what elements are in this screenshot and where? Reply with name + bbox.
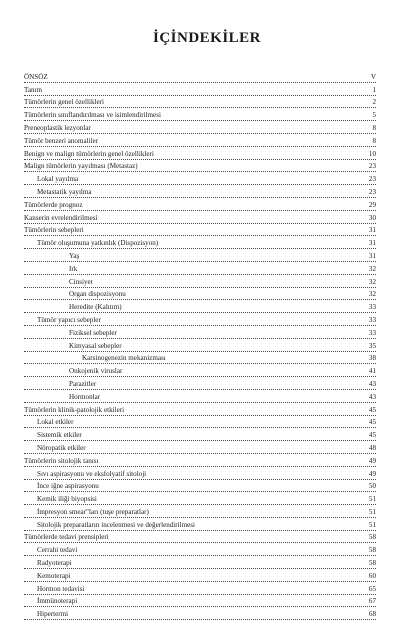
toc-entry-page: 43 (368, 392, 376, 401)
toc-entry-page: 67 (368, 597, 376, 606)
toc-entry-label: Tümörlerin klinik-patolojik etkileri (24, 405, 125, 414)
toc-entry (24, 300, 376, 313)
toc-entry-label: Cerrahi tedavi (37, 546, 78, 555)
toc-entry (24, 518, 376, 531)
toc-entry-page: 58 (368, 559, 376, 568)
toc-entry-label: Sıvı aspirasyonu ve eksfolyatif sitoloji (37, 469, 147, 478)
toc-entry-page: 29 (368, 200, 376, 209)
toc-entry (24, 428, 376, 441)
toc-entry-label: Organ dispozisyonu (69, 290, 126, 299)
toc-entry (24, 198, 376, 211)
toc-entry-label: Sitolojik preparatların incelenmesi ve değerlendirilmesi (37, 520, 195, 529)
toc-entry-page: 23 (368, 162, 376, 171)
toc-entry-page: 60 (368, 571, 376, 580)
toc-entry-page: 35 (368, 341, 376, 350)
toc-entry (24, 441, 376, 454)
toc-entry-label: ÖNSÖZ (24, 72, 48, 81)
toc-entry-page: 49 (368, 469, 376, 478)
toc-entry-page: 5 (372, 111, 376, 120)
toc-entry-page: 8 (372, 123, 376, 132)
toc-entry-page: 49 (368, 456, 376, 465)
toc-entry (24, 480, 376, 493)
toc-entry-page: 58 (368, 546, 376, 555)
toc-entry-page: 31 (368, 251, 376, 260)
toc-entry (24, 313, 376, 326)
toc-entry-page: 23 (368, 187, 376, 196)
toc-entry (24, 454, 376, 467)
toc-entry-label: Hipertermi (37, 610, 69, 619)
toc-entry-label: Tanım (24, 85, 43, 94)
toc-entry-label: İnce iğne aspirasyonu (37, 482, 99, 491)
toc-entry-label: Tümörlerde prognoz (24, 200, 83, 209)
toc-entry (24, 364, 376, 377)
toc-entry-label: Malign tümörlerin yayılması (Metastaz) (24, 162, 138, 171)
toc-entry-page: V (370, 72, 376, 81)
toc-entry-label: Kimyasal sebepler (69, 341, 122, 350)
toc-entry (24, 249, 376, 262)
toc-entry-label: Karsinogenezin mekanizması (82, 354, 166, 363)
toc-entry (24, 556, 376, 569)
toc-entry (24, 607, 376, 620)
toc-entry (24, 403, 376, 416)
toc-entry-label: İmmünoterapi (37, 597, 78, 606)
toc-entry (24, 416, 376, 429)
toc-entry (24, 326, 376, 339)
toc-entry (24, 160, 376, 173)
toc-entry-page: 23 (368, 175, 376, 184)
toc-entry-label: Yaş (69, 251, 80, 260)
toc-entry-page: 38 (368, 354, 376, 363)
toc-entry (24, 582, 376, 595)
toc-entry-label: Parazitler (69, 379, 97, 388)
toc-entry (24, 288, 376, 301)
toc-entry-label: Hormonlar (69, 392, 101, 401)
toc-entry-page: 65 (368, 584, 376, 593)
toc-entry (24, 70, 376, 83)
toc-entry-label: Irk (69, 264, 78, 273)
toc-entry (24, 492, 376, 505)
toc-entry-label: Kemoterapi (37, 571, 71, 580)
toc-entry (24, 172, 376, 185)
toc-entry-label: Tümör benzeri anomaliler (24, 136, 99, 145)
toc-entry-label: Tümörlerde tedavi prensipleri (24, 533, 109, 542)
toc-entry-label: Heredite (Kalıtım) (69, 303, 122, 312)
toc-entry-page: 45 (368, 418, 376, 427)
toc-entry-label: Cinsiyet (69, 277, 93, 286)
toc-entry-label: Lokal etkiler (37, 418, 74, 427)
toc-entry-page: 10 (368, 149, 376, 158)
toc-entry-label: Kanserin evrelendirilmesi (24, 213, 98, 222)
toc-entry (24, 352, 376, 365)
toc-entry-page: 58 (368, 533, 376, 542)
toc-entry-page: 8 (372, 136, 376, 145)
toc-entry-page: 33 (368, 328, 376, 337)
toc-entry-page: 45 (368, 431, 376, 440)
toc-entry-page: 1 (372, 85, 376, 94)
toc-entry (24, 377, 376, 390)
toc-entry-page: 41 (368, 367, 376, 376)
toc-entry-page: 45 (368, 405, 376, 414)
toc-entry (24, 569, 376, 582)
table-of-contents (24, 70, 376, 620)
toc-entry-label: Tümörlerin sebepleri (24, 226, 84, 235)
toc-entry (24, 505, 376, 518)
toc-entry-page: 32 (368, 264, 376, 273)
toc-entry (24, 121, 376, 134)
toc-entry-label: Radyoterapi (37, 559, 72, 568)
toc-entry (24, 339, 376, 352)
toc-entry-label: Tümörlerin sitolojik tanısı (24, 456, 99, 465)
toc-entry-page: 2 (372, 98, 376, 107)
toc-entry (24, 262, 376, 275)
toc-entry-label: Preneoplastik lezyonlar (24, 123, 91, 132)
toc-entry-page: 51 (368, 507, 376, 516)
toc-entry-label: Nöropatik etkiler (37, 443, 86, 452)
toc-entry-label: Hormon tedavisi (37, 584, 85, 593)
toc-entry (24, 595, 376, 608)
page-title: İÇİNDEKİLER (152, 30, 262, 46)
toc-entry-page: 33 (368, 303, 376, 312)
toc-entry-page: 32 (368, 277, 376, 286)
toc-entry-label: Onkojenik viruslar (69, 367, 123, 376)
toc-entry-label: Kemik iliği biyopsisi (37, 495, 97, 504)
toc-entry (24, 211, 376, 224)
toc-entry-page: 51 (368, 520, 376, 529)
toc-entry (24, 236, 376, 249)
toc-entry-page: 30 (368, 213, 376, 222)
toc-entry-page: 31 (368, 226, 376, 235)
toc-entry-page: 32 (368, 290, 376, 299)
toc-entry-page: 48 (368, 443, 376, 452)
toc-entry-page: 31 (368, 239, 376, 248)
toc-entry (24, 275, 376, 288)
toc-entry (24, 108, 376, 121)
toc-entry (24, 96, 376, 109)
toc-entry-label: Sistemik etkiler (37, 431, 82, 440)
toc-entry-label: Tümör yapıcı sebepler (37, 315, 101, 324)
toc-entry (24, 467, 376, 480)
toc-entry-label: Metastatik yayılma (37, 187, 92, 196)
toc-entry-label: Benign ve malign tümörlerin genel özellikleri (24, 149, 154, 158)
toc-entry (24, 543, 376, 556)
toc-entry-label: Tümörlerin sınıflandırılması ve isimlendirilmesi (24, 111, 161, 120)
toc-entry (24, 531, 376, 544)
toc-entry-label: İmpresyon smear"ları (tuşe preparatlar) (37, 507, 149, 516)
toc-entry-label: Tümörlerin genel özellikleri (24, 98, 104, 107)
toc-entry-page: 43 (368, 379, 376, 388)
toc-entry (24, 147, 376, 160)
toc-entry-label: Lokal yayılma (37, 175, 79, 184)
toc-entry (24, 83, 376, 96)
toc-entry-page: 51 (368, 495, 376, 504)
toc-entry (24, 134, 376, 147)
toc-entry-label: Tümör oluşumuna yatkınlık (Dispozisyon) (37, 239, 159, 248)
toc-entry (24, 224, 376, 237)
toc-entry-page: 68 (368, 610, 376, 619)
toc-entry-page: 33 (368, 315, 376, 324)
toc-entry-label: Fiziksel sebepler (69, 328, 117, 337)
toc-entry (24, 390, 376, 403)
toc-entry-page: 50 (368, 482, 376, 491)
toc-entry (24, 185, 376, 198)
